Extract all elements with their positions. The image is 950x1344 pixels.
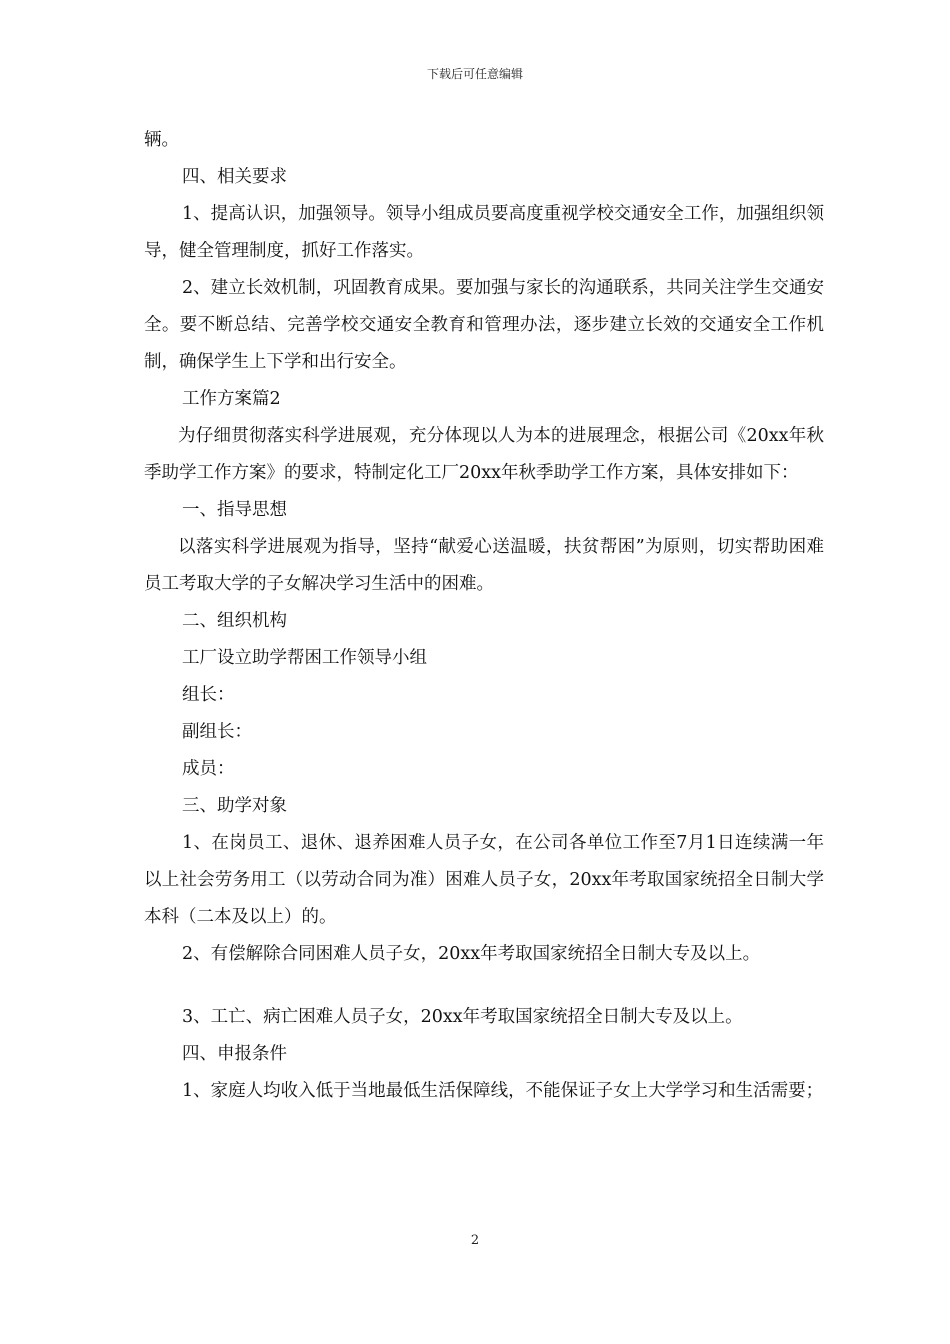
section-title: 工作方案篇2: [182, 389, 281, 409]
paragraph: 2、建立长效机制，巩固教育成果。要加强与家长的沟通联系，共同关注学生交通安全。要不断总结、完善学校交通安全教育和管理办法，逐步建立长效的交通安全工作机制，确保学生上下学和出行安全。: [144, 278, 824, 372]
paragraph: 副组长：: [182, 722, 252, 742]
paragraph: 成员：: [182, 759, 235, 779]
paragraph: 1、家庭人均收入低于当地最低生活保障线，不能保证子女上大学学习和生活需要；: [182, 1081, 824, 1101]
section-heading: 一、指导思想: [182, 500, 287, 520]
page-header: 下载后可任意编辑: [426, 67, 523, 81]
blank-gap: [144, 973, 824, 999]
paragraph: 工厂设立助学帮困工作领导小组: [182, 648, 427, 668]
section-heading: 二、组织机构: [182, 611, 287, 631]
document-body: [144, 122, 824, 1110]
page-number: 2: [470, 1233, 480, 1248]
section-heading: 三、助学对象: [182, 796, 287, 816]
section-heading: 四、相关要求: [182, 167, 287, 187]
paragraph: 3、工亡、病亡困难人员子女，20xx年考取国家统招全日制大专及以上。: [182, 1007, 743, 1027]
paragraph: 1、提高认识，加强领导。领导小组成员要高度重视学校交通安全工作，加强组织领导，健全管理制度，抓好工作落实。: [144, 204, 824, 261]
section-heading: 四、申报条件: [182, 1044, 287, 1064]
paragraph: 辆。: [144, 130, 179, 150]
paragraph: 以落实科学进展观为指导，坚持“献爱心送温暖，扶贫帮困”为原则，切实帮助困难员工考取大学的子女解决学习生活中的困难。: [144, 537, 824, 594]
paragraph: 为仔细贯彻落实科学进展观，充分体现以人为本的进展理念，根据公司《20xx年秋季助学工作方案》的要求，特制定化工厂20xx年秋季助学工作方案，具体安排如下：: [144, 426, 824, 483]
paragraph: 组长：: [182, 685, 235, 705]
paragraph: 1、在岗员工、退休、退养困难人员子女，在公司各单位工作至7月1日连续满一年以上社会劳务用工（以劳动合同为准）困难人员子女，20xx年考取国家统招全日制大学本科（二本及以上）的。: [144, 833, 824, 927]
paragraph: 2、有偿解除合同困难人员子女，20xx年考取国家统招全日制大专及以上。: [182, 944, 761, 964]
